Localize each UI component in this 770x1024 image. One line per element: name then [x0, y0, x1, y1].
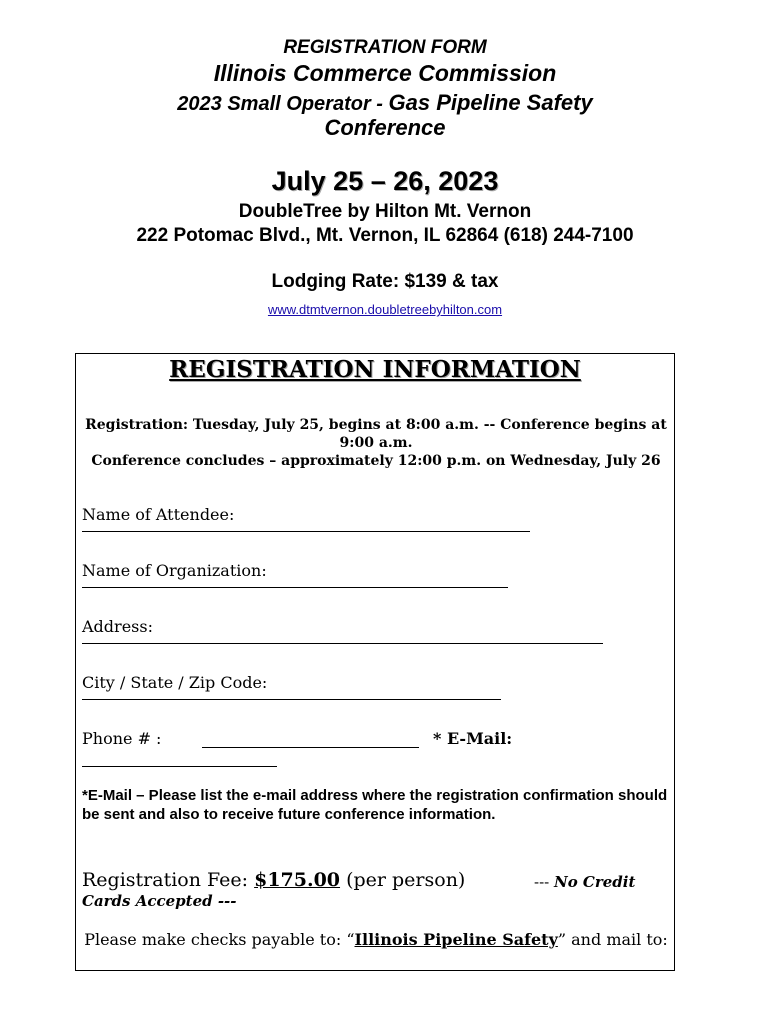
city-state-zip-label: City / State / Zip Code:	[82, 673, 268, 692]
address-input-line[interactable]	[82, 643, 603, 644]
no-credit-dashes: ---	[534, 873, 554, 891]
event-dates: July 25 – 26, 2023	[271, 166, 499, 196]
phone-input-line[interactable]	[202, 747, 419, 748]
organization-field[interactable]	[82, 559, 662, 588]
attendee-label: Name of Attendee:	[82, 505, 235, 524]
form-title: REGISTRATION FORM	[283, 37, 487, 58]
attendee-field[interactable]	[82, 503, 662, 532]
city-state-zip-input-line[interactable]	[82, 699, 501, 700]
attendee-input-line[interactable]	[82, 531, 530, 532]
fee-unit: (per person)	[340, 869, 466, 891]
address-label: Address:	[82, 617, 153, 636]
phone-email-row	[82, 727, 667, 751]
checks-payee: Illinois Pipeline Safety	[354, 930, 558, 949]
email-note: *E-Mail – Please list the e-mail address where the registration confirmation should be sent and also to receive future conference information.	[82, 787, 668, 823]
registration-section-title: REGISTRATION INFORMATION	[169, 356, 581, 383]
city-state-zip-field[interactable]	[82, 671, 662, 700]
phone-label: Phone # :	[82, 729, 162, 748]
lodging-rate: Lodging Rate: $139 & tax	[271, 271, 499, 292]
fee-amount: $175.00	[254, 869, 341, 891]
email-label: * E-Mail:	[433, 729, 513, 748]
schedule-line-2: Conference concludes – approximately 12:00 p.m. on Wednesday, July 26	[91, 453, 661, 469]
no-credit-notice	[534, 870, 635, 894]
organization-label: Name of Organization:	[82, 561, 267, 580]
venue-name: DoubleTree by Hilton Mt. Vernon	[238, 201, 532, 222]
organization-input-line[interactable]	[82, 587, 508, 588]
email-input-line[interactable]	[82, 766, 277, 767]
conference-topic: Gas Pipeline Safety	[388, 90, 593, 115]
venue-block	[0, 200, 770, 248]
hotel-website-link[interactable]: www.dtmtvernon.doubletreebyhilton.com	[267, 302, 503, 317]
registration-fee-row	[82, 868, 672, 892]
no-credit-text: No Credit	[553, 873, 636, 891]
organization-name: Illinois Commerce Commission	[213, 60, 557, 86]
checks-suffix: ” and mail to:	[557, 930, 668, 949]
conference-title-line2: Conference	[324, 115, 446, 140]
conference-title-line1	[0, 90, 770, 116]
conference-prefix: 2023 Small Operator -	[177, 93, 389, 115]
fee-label: Registration Fee:	[82, 869, 255, 891]
checks-prefix: Please make checks payable to: “	[84, 930, 355, 949]
checks-payable-note	[82, 929, 670, 950]
address-field[interactable]	[82, 615, 662, 644]
venue-address: 222 Potomac Blvd., Mt. Vernon, IL 62864 (618) 244-7100	[136, 225, 634, 246]
schedule-line-1: Registration: Tuesday, July 25, begins at 8:00 a.m. -- Conference begins at 9:00 a.m.	[85, 417, 667, 451]
no-credit-notice-line2: Cards Accepted ---	[82, 892, 237, 910]
schedule-info	[80, 416, 672, 470]
